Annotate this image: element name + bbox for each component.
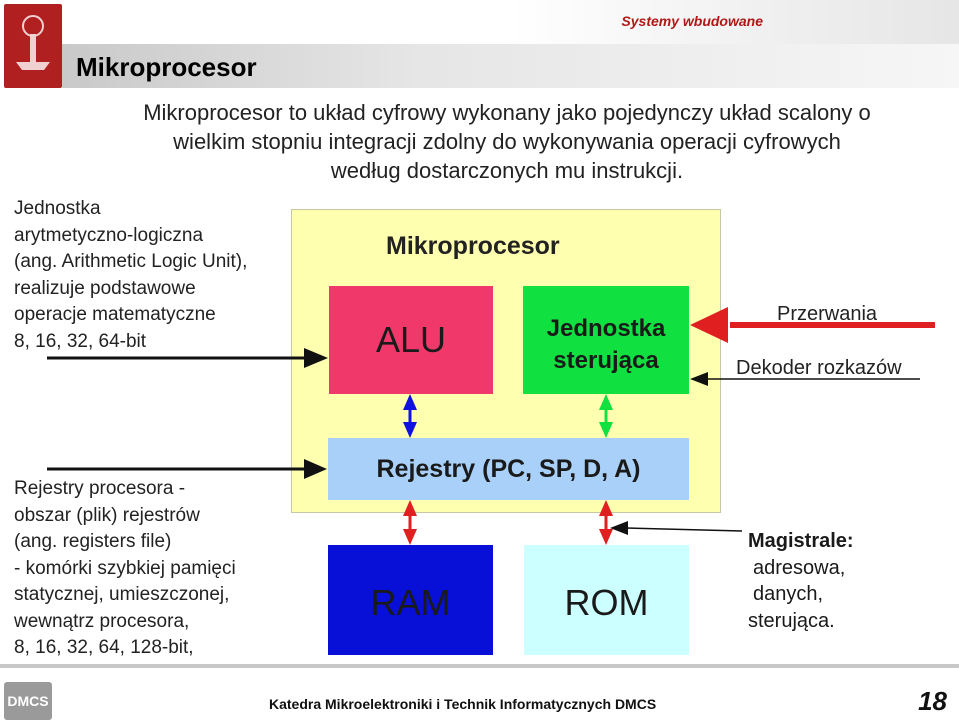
cpu-title: Mikroprocesor <box>386 232 560 260</box>
registers-ram-bus-arrow <box>403 500 417 545</box>
registers-note-line: (ang. registers file) <box>14 531 172 552</box>
alu-note-line: arytmetyczno-logiczna <box>14 224 204 246</box>
registers-pointer-arrow <box>47 459 327 479</box>
bus-pointer-arrow <box>610 521 742 535</box>
intro-line: według dostarczonych mu instrukcji. <box>330 158 684 183</box>
bus-line: Magistrale: <box>748 530 854 552</box>
control-unit-line: sterująca <box>553 347 659 374</box>
alu-note-line: 8, 16, 32, 64-bit <box>14 330 147 352</box>
registers-note-line: Rejestry procesora - <box>14 478 186 499</box>
registers-note-line: statycznej, umieszczonej, <box>14 584 230 605</box>
alu-note-line: (ang. Arithmetic Logic Unit), <box>14 251 248 272</box>
alu-note-line: Jednostka <box>14 198 101 219</box>
interrupt-arrow <box>690 307 935 343</box>
course-title: Systemy wbudowane <box>621 13 763 29</box>
footer-divider <box>0 664 959 668</box>
decoder-arrow <box>690 372 920 386</box>
registers-block: Rejestry (PC, SP, D, A) <box>328 438 689 500</box>
interrupts-label: Przerwania <box>777 303 878 325</box>
registers-rom-bus-arrow <box>599 500 613 545</box>
bus-line: adresowa, <box>753 556 846 579</box>
registers-note-line: 8, 16, 32, 64, 128-bit, <box>14 637 194 658</box>
bus-line: sterująca. <box>748 609 835 632</box>
control-unit-line: Jednostka <box>546 315 666 342</box>
ram-block: RAM <box>328 545 493 655</box>
registers-note-line: obszar (plik) rejestrów <box>14 504 200 526</box>
bus-line: danych, <box>753 583 824 605</box>
intro-line: wielkim stopniu integracji zdolny do wykonywania operacji cyfrowych <box>173 129 841 154</box>
decoder-label: Dekoder rozkazów <box>736 357 902 379</box>
dmcs-logo: DMCS <box>4 682 52 720</box>
alu-note-line: realizuje podstawowe <box>14 277 196 299</box>
intro-line: Mikroprocesor to układ cyfrowy wykonany jako pojedynczy układ scalony o <box>143 100 871 125</box>
alu-block: ALU <box>329 286 493 394</box>
page-number: 18 <box>918 686 947 716</box>
footer-text: Katedra Mikroelektroniki i Technik Informatycznych DMCS <box>269 696 657 712</box>
alu-pointer-arrow <box>47 348 328 368</box>
alu-registers-bus-arrow <box>403 394 417 438</box>
registers-note-line: wewnątrz procesora, <box>14 610 190 632</box>
rom-block: ROM <box>524 545 689 655</box>
alu-note-line: operacje matematyczne <box>14 304 216 325</box>
page-title: Mikroprocesor <box>76 52 257 82</box>
control-registers-bus-arrow <box>599 394 613 438</box>
registers-note-line: - komórki szybkiej pamięci <box>14 557 236 579</box>
